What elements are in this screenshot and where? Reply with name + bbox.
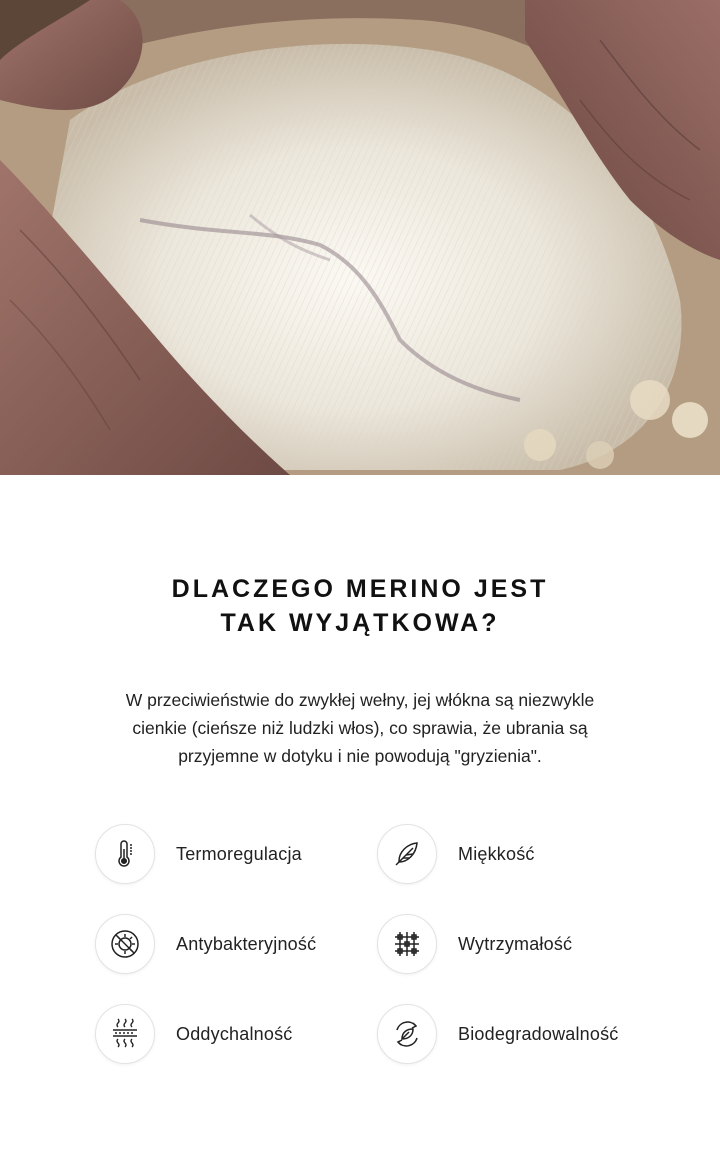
feature-label: Wytrzymałość <box>458 933 573 954</box>
section-title-line2: TAK WYJĄTKOWA? <box>220 609 500 637</box>
feature-label: Oddychalność <box>176 1023 293 1044</box>
section-title-line1: DLACZEGO MERINO JEST <box>171 575 549 603</box>
breathable-icon <box>95 1004 155 1064</box>
section-description <box>80 686 640 770</box>
feature-durability <box>377 913 572 975</box>
biodegradable-leaf-icon <box>377 1004 437 1064</box>
feature-label: Miękkość <box>458 843 535 864</box>
feature-breathability <box>95 1003 292 1065</box>
feather-icon <box>377 824 437 884</box>
section-title <box>0 572 720 640</box>
hero-image <box>0 0 720 475</box>
thermometer-icon <box>95 824 155 884</box>
feature-thermoregulation <box>95 823 302 885</box>
feature-label: Antybakteryjność <box>176 933 317 954</box>
feature-label: Termoregulacja <box>176 843 302 864</box>
description-line2: cienkie (cieńsze niż ludzki włos), co sprawia, że ubrania są <box>132 718 588 738</box>
feature-softness <box>377 823 535 885</box>
feature-antibacterial <box>95 913 316 975</box>
antibacterial-icon <box>95 914 155 974</box>
description-line3: przyjemne w dotyku i nie powodują "gryzienia". <box>178 746 542 766</box>
woven-fabric-icon <box>377 914 437 974</box>
description-line1: W przeciwieństwie do zwykłej wełny, jej włókna są niezwykle <box>125 690 595 710</box>
feature-biodegradability <box>377 1003 619 1065</box>
feature-label: Biodegradowalność <box>458 1023 619 1044</box>
